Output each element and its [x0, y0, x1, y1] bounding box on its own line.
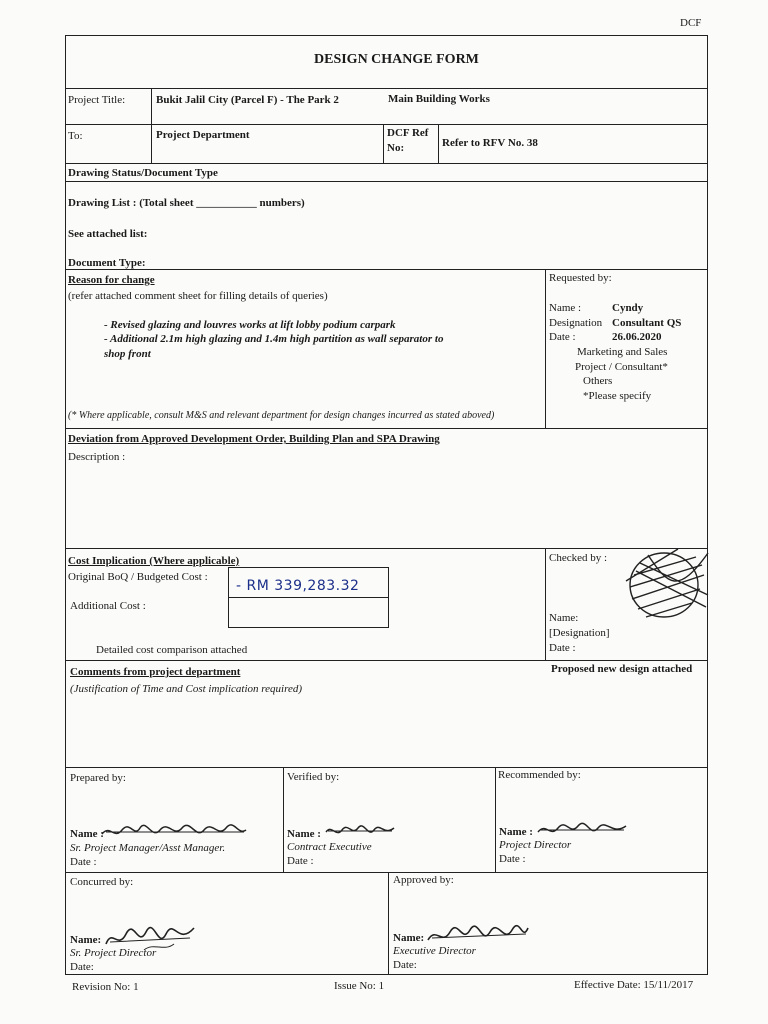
- checked-name-label: Name:: [549, 612, 579, 624]
- cost-comparison-note: Detailed cost comparison attached: [96, 644, 248, 656]
- concurred-role: Sr. Project Director: [70, 947, 157, 959]
- divider: [65, 548, 708, 549]
- requested-date-value: 26.06.2020: [612, 331, 662, 343]
- prepared-label: Prepared by:: [70, 772, 126, 784]
- requested-name-value: Cyndy: [612, 302, 644, 314]
- reason-heading: Reason for change: [68, 274, 155, 286]
- recommended-label: Recommended by:: [498, 769, 581, 781]
- requested-option: Marketing and Sales: [577, 346, 668, 358]
- checked-designation-label: [Designation]: [549, 627, 610, 639]
- reason-item: - Additional 2.1m high glazing and 1.4m high partition as wall separator to: [104, 333, 444, 345]
- project-works: Main Building Works: [388, 93, 490, 105]
- deviation-heading: Deviation from Approved Development Order, Building Plan and SPA Drawing: [68, 433, 440, 445]
- divider: [65, 660, 708, 661]
- revision-number: Revision No: 1: [72, 981, 139, 993]
- divider: [283, 767, 284, 872]
- requested-designation-value: Consultant QS: [612, 317, 682, 329]
- prepared-name-label: Name :: [70, 828, 104, 840]
- prepared-role: Sr. Project Manager/Asst Manager.: [70, 842, 226, 854]
- verified-label: Verified by:: [287, 771, 340, 783]
- prepared-date-label: Date :: [70, 856, 97, 868]
- divider: [65, 88, 708, 89]
- divider: [65, 163, 708, 164]
- reason-item: - Revised glazing and louvres works at lift lobby podium carpark: [104, 319, 396, 331]
- divider: [65, 872, 708, 873]
- divider: [65, 181, 708, 182]
- comments-note: (Justification of Time and Cost implication required): [70, 683, 303, 695]
- deviation-description-label: Description :: [68, 451, 126, 463]
- recommended-name-label: Name :: [499, 826, 533, 838]
- see-attached-label: See attached list:: [68, 228, 148, 240]
- requested-name-label: Name :: [549, 302, 582, 314]
- document-type-label: Document Type:: [68, 257, 146, 269]
- original-cost-label: Original BoQ / Budgeted Cost :: [68, 571, 208, 583]
- approved-label: Approved by:: [393, 874, 454, 886]
- divider: [545, 548, 546, 660]
- divider: [65, 767, 708, 768]
- verified-date-label: Date :: [287, 855, 314, 867]
- form-title: DESIGN CHANGE FORM: [314, 52, 479, 67]
- requested-label: Requested by:: [549, 272, 612, 284]
- divider: [545, 269, 546, 428]
- recommended-role: Project Director: [499, 839, 572, 851]
- issue-number: Issue No: 1: [334, 980, 385, 992]
- dcf-ref-value: Refer to RFV No. 38: [442, 137, 538, 149]
- drawing-list-label: Drawing List : (Total sheet ___________ numbers): [68, 197, 305, 209]
- concurred-label: Concurred by:: [70, 876, 134, 888]
- requested-date-label: Date :: [549, 331, 576, 343]
- effective-date: Effective Date: 15/11/2017: [574, 979, 694, 991]
- requested-option: Others: [583, 375, 613, 387]
- divider: [65, 428, 708, 429]
- approved-role: Executive Director: [393, 945, 476, 957]
- reason-item: shop front: [104, 348, 151, 360]
- recommended-date-label: Date :: [499, 853, 526, 865]
- cost-box-divider: [228, 597, 389, 598]
- concurred-date-label: Date:: [70, 961, 94, 973]
- concurred-name-label: Name:: [70, 934, 102, 946]
- divider: [495, 767, 496, 872]
- requested-designation-label: Designation: [549, 317, 603, 329]
- verified-role: Contract Executive: [287, 841, 372, 853]
- project-title-label: Project Title:: [68, 94, 126, 106]
- verified-signature: [324, 822, 396, 840]
- original-cost-value: - RM 339,283.32: [236, 578, 360, 594]
- reason-note: (refer attached comment sheet for filling details of queries): [68, 290, 328, 302]
- divider: [438, 124, 439, 163]
- divider: [388, 872, 389, 975]
- checked-label: Checked by :: [549, 552, 608, 564]
- comments-heading: Comments from project department: [70, 666, 241, 678]
- approved-name-label: Name:: [393, 932, 425, 944]
- approved-date-label: Date:: [393, 959, 417, 971]
- checked-signature-stamp: [618, 545, 714, 625]
- divider: [65, 124, 708, 125]
- drawing-status-label: Drawing Status/Document Type: [68, 167, 218, 179]
- cost-heading: Cost Implication (Where applicable): [68, 555, 240, 567]
- form-code: DCF: [680, 17, 702, 29]
- to-value: Project Department: [156, 129, 250, 141]
- prepared-signature: [100, 822, 250, 842]
- checked-date-label: Date :: [549, 642, 576, 654]
- additional-cost-label: Additional Cost :: [70, 600, 146, 612]
- verified-name-label: Name :: [287, 828, 321, 840]
- divider: [65, 269, 708, 270]
- recommended-signature: [536, 820, 628, 840]
- dcf-ref-label-no: No:: [387, 142, 405, 154]
- proposed-design-note: Proposed new design attached: [551, 663, 693, 675]
- requested-option: Project / Consultant*: [575, 361, 668, 373]
- project-title-value: Bukit Jalil City (Parcel F) - The Park 2: [156, 94, 339, 106]
- to-label: To:: [68, 130, 83, 142]
- requested-option: *Please specify: [583, 390, 652, 402]
- divider: [383, 124, 384, 163]
- dcf-ref-label: DCF Ref: [387, 127, 429, 139]
- divider: [151, 88, 152, 163]
- reason-footnote: (* Where applicable, consult M&S and relevant department for design changes incurred as stated aboved): [68, 410, 495, 421]
